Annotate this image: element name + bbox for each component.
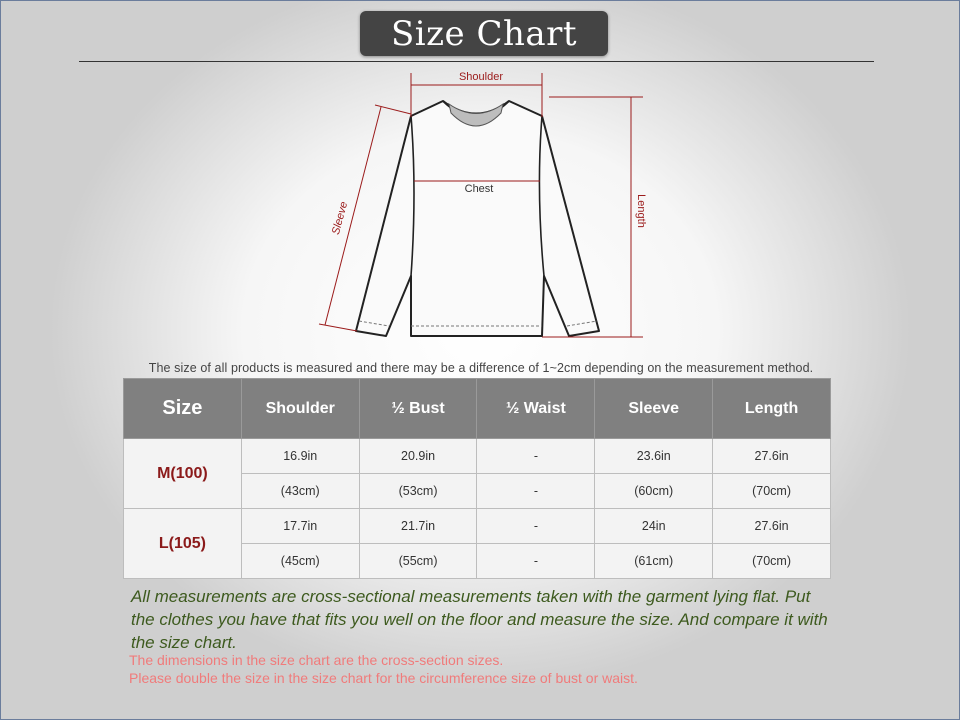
header-length: Length xyxy=(713,379,831,439)
shoulder-label: Shoulder xyxy=(458,71,504,83)
page-title: Size Chart xyxy=(360,11,608,56)
l-bust-in: 21.7in xyxy=(359,509,477,544)
sweater-diagram xyxy=(301,65,661,345)
m-waist-cm: - xyxy=(477,474,595,509)
m-shoulder-cm: (43cm) xyxy=(241,474,359,509)
chest-label: Chest xyxy=(464,183,494,195)
l-shoulder-in: 17.7in xyxy=(241,509,359,544)
size-m: M(100) xyxy=(124,439,242,509)
m-sleeve-cm: (60cm) xyxy=(595,474,713,509)
table-row-m-inches xyxy=(124,439,831,474)
remark-circumference: Please double the size in the size chart for the circumference size of bust or waist. xyxy=(129,670,638,686)
header-sleeve: Sleeve xyxy=(595,379,713,439)
table-header-row xyxy=(124,379,831,439)
table-row-l-inches xyxy=(124,509,831,544)
size-table xyxy=(123,378,831,579)
l-sleeve-cm: (61cm) xyxy=(595,544,713,579)
l-sleeve-in: 24in xyxy=(595,509,713,544)
m-waist-in: - xyxy=(477,439,595,474)
instructions-text: All measurements are cross-sectional measurements taken with the garment lying flat. Put the clothes you have that fits you well on the floor and measure the size. And compare it with the size chart. xyxy=(131,587,828,652)
m-bust-cm: (53cm) xyxy=(359,474,477,509)
l-waist-in: - xyxy=(477,509,595,544)
remarks xyxy=(129,651,849,687)
length-label: Length xyxy=(635,194,647,228)
header-shoulder: Shoulder xyxy=(241,379,359,439)
l-waist-cm: - xyxy=(477,544,595,579)
header-half-waist: ½ Waist xyxy=(477,379,595,439)
l-bust-cm: (55cm) xyxy=(359,544,477,579)
l-length-cm: (70cm) xyxy=(713,544,831,579)
sweater-outline xyxy=(356,101,599,336)
m-shoulder-in: 16.9in xyxy=(241,439,359,474)
l-length-in: 27.6in xyxy=(713,509,831,544)
sleeve-label: Sleeve xyxy=(329,200,351,237)
m-length-cm: (70cm) xyxy=(713,474,831,509)
m-sleeve-in: 23.6in xyxy=(595,439,713,474)
header-half-bust: ½ Bust xyxy=(359,379,477,439)
remark-cross-section: The dimensions in the size chart are the cross-section sizes. xyxy=(129,652,504,668)
m-length-in: 27.6in xyxy=(713,439,831,474)
size-l: L(105) xyxy=(124,509,242,579)
measurement-note: The size of all products is measured and there may be a difference of 1~2cm depending on the measurement method. xyxy=(148,361,814,375)
title-divider xyxy=(79,61,874,62)
l-shoulder-cm: (45cm) xyxy=(241,544,359,579)
header-size: Size xyxy=(124,379,242,439)
m-bust-in: 20.9in xyxy=(359,439,477,474)
